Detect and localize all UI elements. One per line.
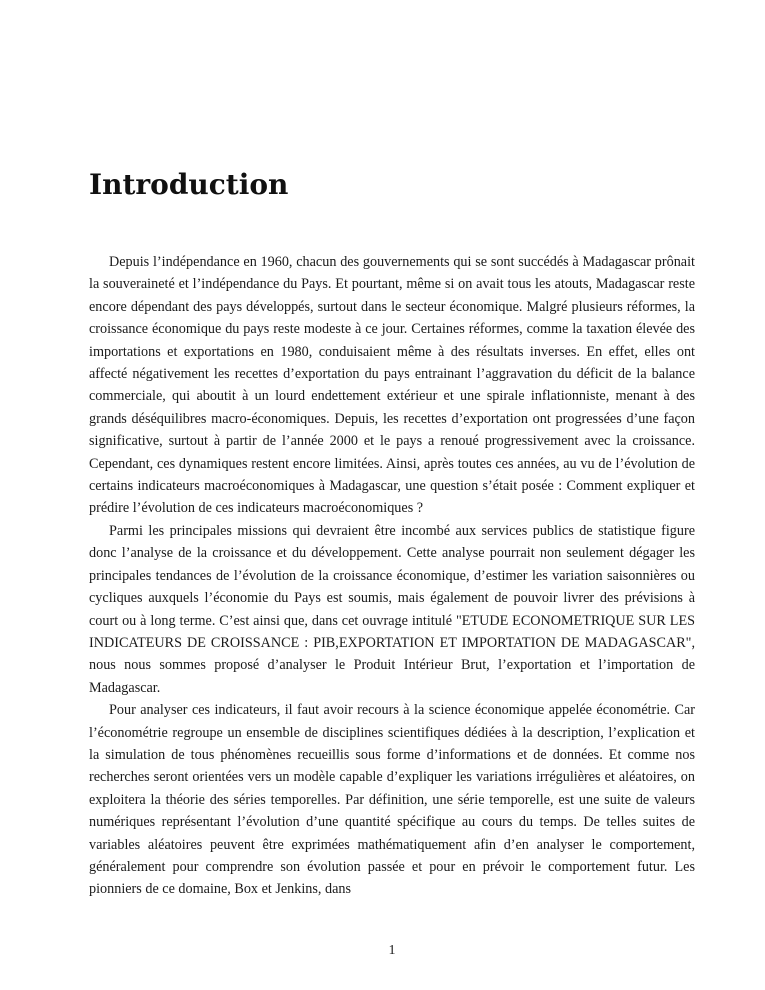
body-text [89,251,695,901]
paragraph-1: Depuis l’indépendance en 1960, chacun des gouvernements qui se sont succédés à Madagascar prônait la souveraineté et l’indépendance du Pays. Et pourtant, même si on avait tous les atouts, Madagascar reste encore dépendant des pays développés, surtout dans le secteur économique. Malgré plusieurs réformes, la croissance économique du pays reste modeste à ce jour. Certaines réformes, comme la taxation élevée des importations et exportations en 1980, conduisaient même à des résultats inverses. En effet, elles ont affecté négativement les recettes d’exportation du pays entrainant l’aggravation du déficit de la balance commerciale, qui aboutit à un lourd endettement extérieur et une spirale inflationniste, menant à des grands déséquilibres macro-économiques. Depuis, les recettes d’exportation ont progressées d’une façon significative, surtout à partir de l’année 2000 et le pays a renoué progressivement avec la croissance. Cependant, ces dynamiques restent encore limitées. Ainsi, après toutes ces années, au vu de l’évolution de certains indicateurs macroéconomiques à Madagascar, une question s’était posée : Comment expliquer et prédire l’évolution de ces indicateurs macroéconomiques ? [89,254,695,517]
document-page [89,0,695,990]
paragraph-2: Parmi les principales missions qui devraient être incombé aux services publics de statistique figure donc l’analyse de la croissance et du développement. Cette analyse pourrait non seulement dégager les principales tendances de l’évolution de la croissance économique, d’estimer les variation saisonnières ou cycliques auxquels l’économie du Pays est soumis, mais également de pouvoir livrer des prévisions à court ou à long terme. C’est ainsi que, dans cet ouvrage intitulé "ETUDE ECONOMETRIQUE SUR LES INDICATEURS DE CROISSANCE : PIB,EXPORTATION ET IMPORTATION DE MADAGASCAR", nous nous sommes proposé d’analyser le Produit Intérieur Brut, l’exportation et l’importation de Madagascar. [89,522,695,696]
page-number: 1 [388,943,396,958]
chapter-title: Introduction [89,168,289,201]
paragraph-3: Pour analyser ces indicateurs, il faut avoir recours à la science économique appelée économétrie. Car l’économétrie regroupe un ensemble de disciplines scientifiques dédiées à la description, l’explication et la simulation de tous phénomènes recueillis sous forme d’informations et de données. Et comme nos recherches seront orientées vers un modèle capable d’expliquer les variations irrégulières et aléatoires, on exploitera la théorie des séries temporelles. Par définition, une série temporelle, est une suite de valeurs numériques représentant l’évolution d’une quantité spécifique au cours du temps. De telles suites de variables aléatoires peuvent être exprimées mathématiquement afin d’en analyser le comportement, généralement pour comprendre son évolution passée et pour en prévoir le comportement futur. Les pionniers de ce domaine, Box et Jenkins, dans [89,702,695,898]
